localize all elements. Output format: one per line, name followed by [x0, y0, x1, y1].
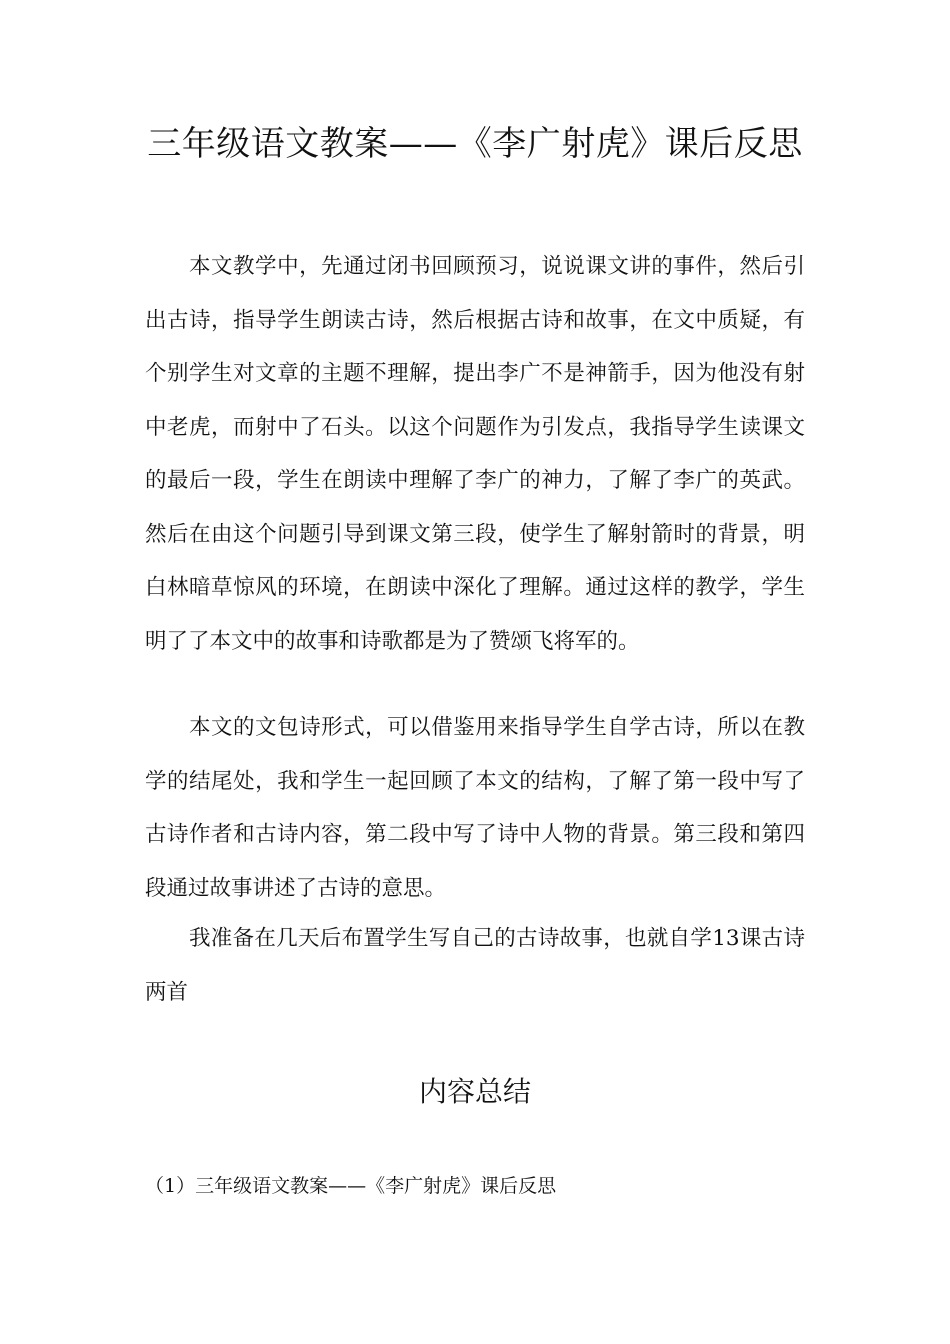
body-paragraph-1: 本文教学中，先通过闭书回顾预习，说说课文讲的事件，然后引出古诗，指导学生朗读古诗，然后根据古诗和故事，在文中质疑，有个别学生对文章的主题不理解，提出李广不是神箭手，因为他没有射中老虎，而射中了石头。以这个问题作为引发点，我指导学生读课文的最后一段，学生在朗读中理解了李广的神力，了解了李广的英武。然后在由这个问题引导到课文第三段，使学生了解射箭时的背景，明白林暗草惊风的环境，在朗读中深化了理解。通过这样的教学，学生明了了本文中的故事和诗歌都是为了赞颂飞将军的。 — [145, 254, 805, 654]
document-title: 三年级语文教案——《李广射虎》课后反思 — [147, 124, 803, 164]
body-paragraph-2: 本文的文包诗形式，可以借鉴用来指导学生自学古诗，所以在教学的结尾处，我和学生一起回顾了本文的结构，了解了第一段中写了古诗作者和古诗内容，第二段中写了诗中人物的背景。第三段和第四段通过故事讲述了古诗的意思。 — [145, 715, 805, 901]
summary-heading: 内容总结 — [418, 1075, 531, 1108]
body-paragraph-3: 我准备在几天后布置学生写自己的古诗故事，也就自学13课古诗两首 — [145, 926, 805, 1005]
summary-item: （1）三年级语文教案——《李广射虎》课后反思 — [145, 1175, 557, 1197]
